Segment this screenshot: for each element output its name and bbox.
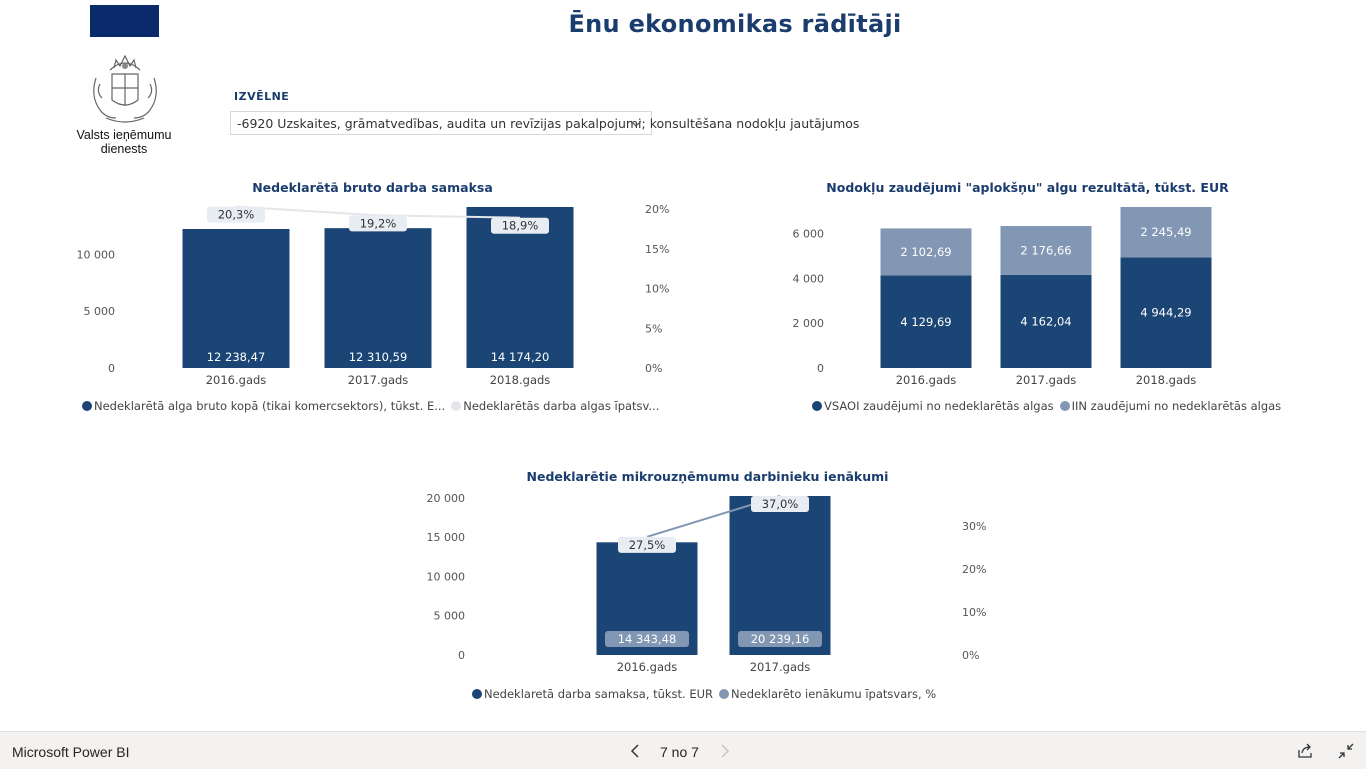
bar[interactable]	[183, 229, 290, 368]
bar-value-label: 14 174,20	[490, 350, 550, 364]
chart3-legend-item-2[interactable]	[719, 687, 936, 701]
y-tick-label: 2 000	[792, 317, 824, 331]
chevron-right-icon[interactable]	[718, 743, 732, 759]
share-icon[interactable]	[1296, 742, 1314, 760]
x-tick-label: 2017.gads	[347, 373, 409, 387]
exit-fullscreen-icon[interactable]	[1337, 742, 1355, 760]
y-tick-label: 5 000	[83, 305, 115, 319]
chart2-legend-label-2: IIN zaudējumi no nedeklarētās algas	[1071, 399, 1282, 413]
logo-text-line1: Valsts ieņēmumu	[76, 128, 172, 142]
bar-value-label: 4 944,29	[1140, 305, 1192, 320]
y-tick-label: 0	[108, 362, 115, 375]
line-value-label: 18,9%	[501, 218, 539, 233]
chart1-legend-label-2: Nedeklarētās darba algas īpatsv...	[463, 399, 660, 413]
y-tick-label: 20 000	[426, 491, 465, 505]
legend-dot-icon	[451, 401, 461, 411]
chart2-legend-label-1: VSAOI zaudējumi no nedeklarētās algas	[824, 399, 1054, 413]
bar[interactable]	[325, 228, 432, 368]
chevron-down-icon	[629, 116, 643, 130]
y2-tick-label: 0%	[962, 649, 980, 662]
legend-dot-icon	[719, 689, 729, 699]
legend-dot-icon	[812, 401, 822, 411]
bar-value-label: 4 162,04	[1020, 314, 1072, 329]
chart3-svg[interactable]	[410, 485, 1010, 680]
coat-of-arms-logo	[86, 48, 164, 126]
chart3-legend-item-1[interactable]	[472, 687, 713, 701]
bar-value-label: 14 343,48	[617, 632, 677, 646]
x-tick-label: 2016.gads	[205, 373, 267, 387]
chart3-legend-label-2: Nedeklarēto ienākumu īpatsvars, %	[731, 687, 937, 701]
chart3-legend	[472, 687, 942, 701]
y-tick-label: 15 000	[426, 531, 465, 545]
chart1-legend-item-1[interactable]	[82, 399, 445, 413]
y2-tick-label: 0%	[645, 362, 663, 375]
slicer-label: IZVĒLNE	[234, 90, 290, 103]
y-tick-label: 10 000	[76, 248, 115, 262]
y2-tick-label: 20%	[962, 563, 987, 577]
y-tick-label: 10 000	[426, 570, 465, 584]
x-tick-label: 2017.gads	[1015, 373, 1077, 387]
chart2-legend	[812, 399, 1287, 413]
y2-tick-label: 30%	[962, 520, 987, 534]
bar-value-label: 2 176,66	[1020, 243, 1072, 258]
y2-tick-label: 10%	[645, 282, 670, 296]
page-indicator: 7 no 7	[660, 744, 699, 760]
x-tick-label: 2018.gads	[1135, 373, 1197, 387]
chart3-title: Nedeklarētie mikrouzņēmumu darbinieku ienākumi	[526, 469, 889, 484]
bar-value-label: 12 310,59	[348, 350, 408, 364]
y2-tick-label: 5%	[645, 322, 663, 336]
y-tick-label: 0	[817, 362, 824, 375]
chart2-legend-item-2[interactable]	[1060, 399, 1282, 413]
line-value-label: 19,2%	[359, 216, 397, 231]
bar-value-label: 2 245,49	[1140, 225, 1192, 240]
line-value-label: 20,3%	[217, 207, 255, 222]
pager	[620, 740, 740, 762]
chart3-legend-label-1: Nedeklaretā darba samaksa, tūkst. EUR	[484, 687, 714, 701]
y-tick-label: 4 000	[792, 272, 824, 286]
y2-tick-label: 15%	[645, 242, 670, 256]
logo-text-line2: dienests	[100, 142, 148, 156]
chart1-svg[interactable]	[60, 195, 710, 395]
logo-flag	[90, 5, 159, 37]
chart1-title: Nedeklarētā bruto darba samaksa	[252, 180, 493, 195]
chart2-svg[interactable]	[770, 195, 1250, 395]
logo-text	[60, 128, 188, 156]
legend-dot-icon	[1060, 401, 1070, 411]
bar-value-label: 12 238,47	[206, 350, 266, 364]
y-tick-label: 6 000	[792, 227, 824, 241]
bar-value-label: 4 129,69	[900, 314, 952, 329]
slicer-dropdown[interactable]	[230, 111, 860, 135]
x-tick-label: 2016.gads	[616, 660, 678, 674]
chart2-legend-item-1[interactable]	[812, 399, 1054, 413]
y2-tick-label: 10%	[962, 606, 987, 620]
y2-tick-label: 20%	[645, 203, 670, 216]
bar-value-label: 2 102,69	[900, 244, 952, 259]
line-value-label: 27,5%	[628, 537, 666, 552]
y-tick-label: 5 000	[433, 609, 465, 623]
x-tick-label: 2016.gads	[895, 373, 957, 387]
x-tick-label: 2018.gads	[489, 373, 551, 387]
bar-value-label: 20 239,16	[750, 632, 810, 646]
y-tick-label: 0	[458, 649, 465, 662]
legend-dot-icon	[472, 689, 482, 699]
x-tick-label: 2017.gads	[749, 660, 811, 674]
chevron-left-icon[interactable]	[628, 743, 642, 759]
chart1-legend-item-2[interactable]	[451, 399, 659, 413]
legend-dot-icon	[82, 401, 92, 411]
line-value-label: 37,0%	[761, 497, 799, 511]
page-title: Ēnu ekonomikas rādītāji	[568, 10, 902, 38]
chart2-title: Nodokļu zaudējumi "aplokšņu" algu rezultātā, tūkst. EUR	[826, 180, 1229, 195]
bottom-bar	[0, 731, 1366, 769]
chart1-legend	[82, 399, 665, 413]
brand-label[interactable]: Microsoft Power BI	[12, 744, 130, 760]
slicer-selected-value: -6920 Uzskaites, grāmatvedības, audita un revīzijas pakalpojumi; konsultēšana nodokļu jautājumos	[237, 116, 860, 131]
chart1-legend-label-1: Nedeklarētā alga bruto kopā (tikai komercsektors), tūkst. E...	[94, 399, 446, 413]
